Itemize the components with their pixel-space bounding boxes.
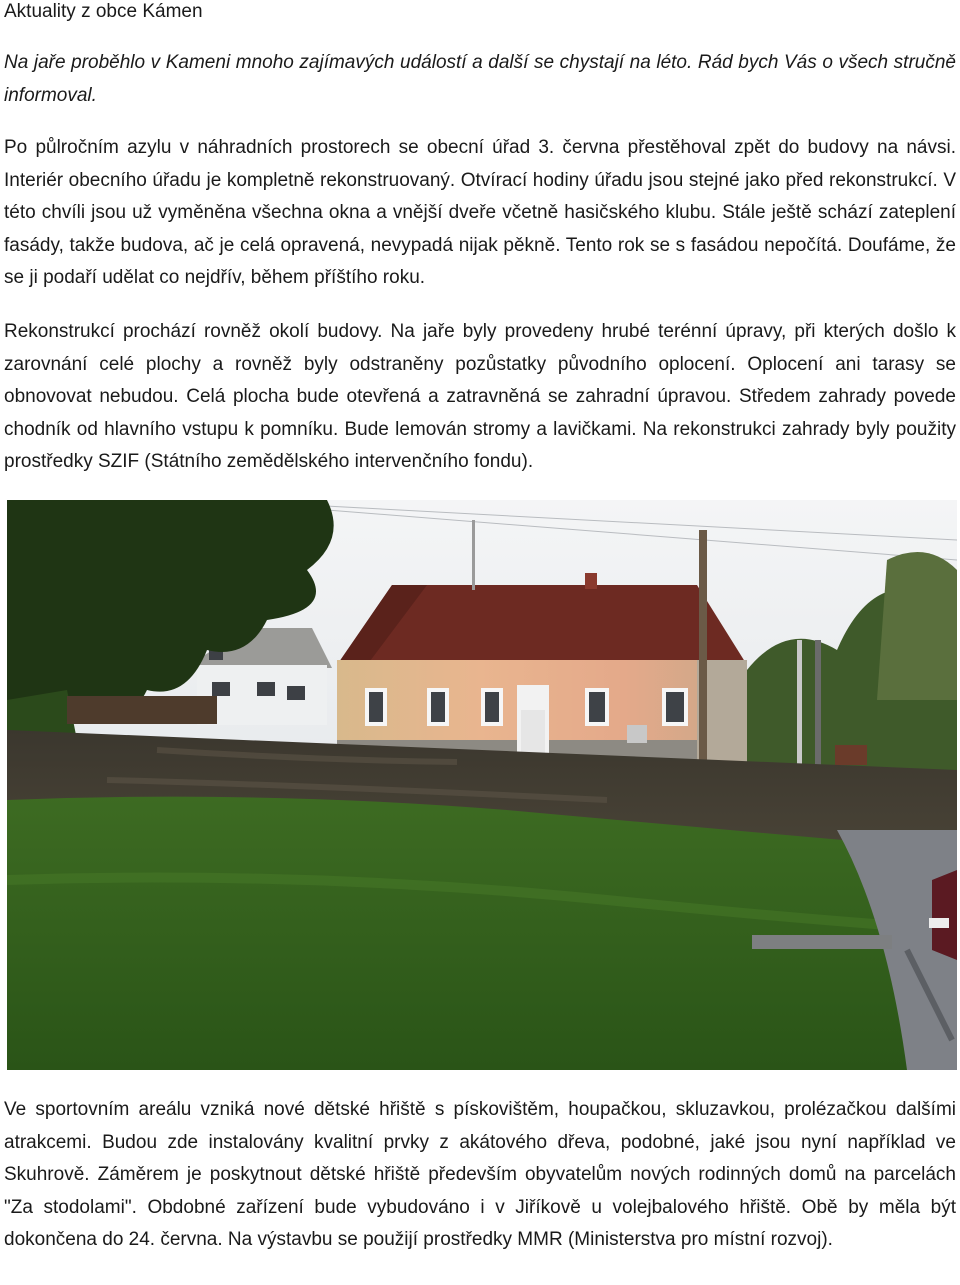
paragraph-playground: Ve sportovním areálu vzniká nové dětské hřiště s pískovištěm, houpačkou, skluzavkou, prolézačkou dalšími atrakcemi. Budou zde instalovány kvalitní prvky z akátového dřeva, podobné, jaké jsou nyní například ve Skuhrově. Záměrem je poskytnout dětské hřiště především obyvatelům nových rodinných domů na parcelách "Za stodolami". Obdobné zařízení bude vybudováno i v Jiříkově u volejbalového hřiště. Obě by měla být dokončena do 24. června. Na výstavbu se použijí prostředky MMR (Ministerstva pro místní rozvoj). — [4, 1099, 956, 1250]
page-title: Aktuality z obce Kámen — [4, 1, 203, 22]
municipal-building — [337, 573, 747, 772]
fence — [67, 696, 217, 724]
lawn — [7, 797, 957, 1070]
curb — [752, 935, 892, 949]
car — [932, 870, 957, 960]
municipal-office-photo — [7, 500, 957, 1070]
paragraph-office: Po půlročním azylu v náhradních prostorech se obecní úřad 3. června přestěhoval zpět do budovy na návsi. Interiér obecního úřadu je kompletně rekonstruovaný. Otvírací hodiny úřadu jsou stejné jako před rekonstrukcí. V této chvíli jsou už vyměněna všechna okna a vnější dveře včetně hasičského klubu. Stále ještě schází zateplení fasády, takže budova, ač je celá opravená, nevypadá nijak pěkně. Tento rok se s fasádou nepočítá. Doufáme, že se ji podaří udělat co nejdřív, během příštího roku. — [4, 137, 956, 288]
utility-pole — [699, 530, 707, 775]
notice-board — [835, 745, 867, 765]
paragraph-intro: Na jaře proběhlo v Kameni mnoho zajímavých událostí a další se chystají na léto. Rád bych Vás o všech stručně informoval. — [4, 52, 956, 106]
paragraph-garden: Rekonstrukcí prochází rovněž okolí budovy. Na jaře byly provedeny hrubé terénní úpravy, při kterých došlo k zarovnání celé plochy a rovněž byly odstraněny pozůstatky původního oplocení. Oplocení ani tarasy se obnovovat nebudou. Celá plocha bude otevřená a zatravněná se zahradní úpravou. Středem zahrady povede chodník od hlavního vstupu k pomníku. Bude lemován stromy a lavičkami. Na rekonstrukci zahrady byly použity prostředky SZIF (Státního zemědělského intervenčního fondu). — [4, 321, 956, 472]
